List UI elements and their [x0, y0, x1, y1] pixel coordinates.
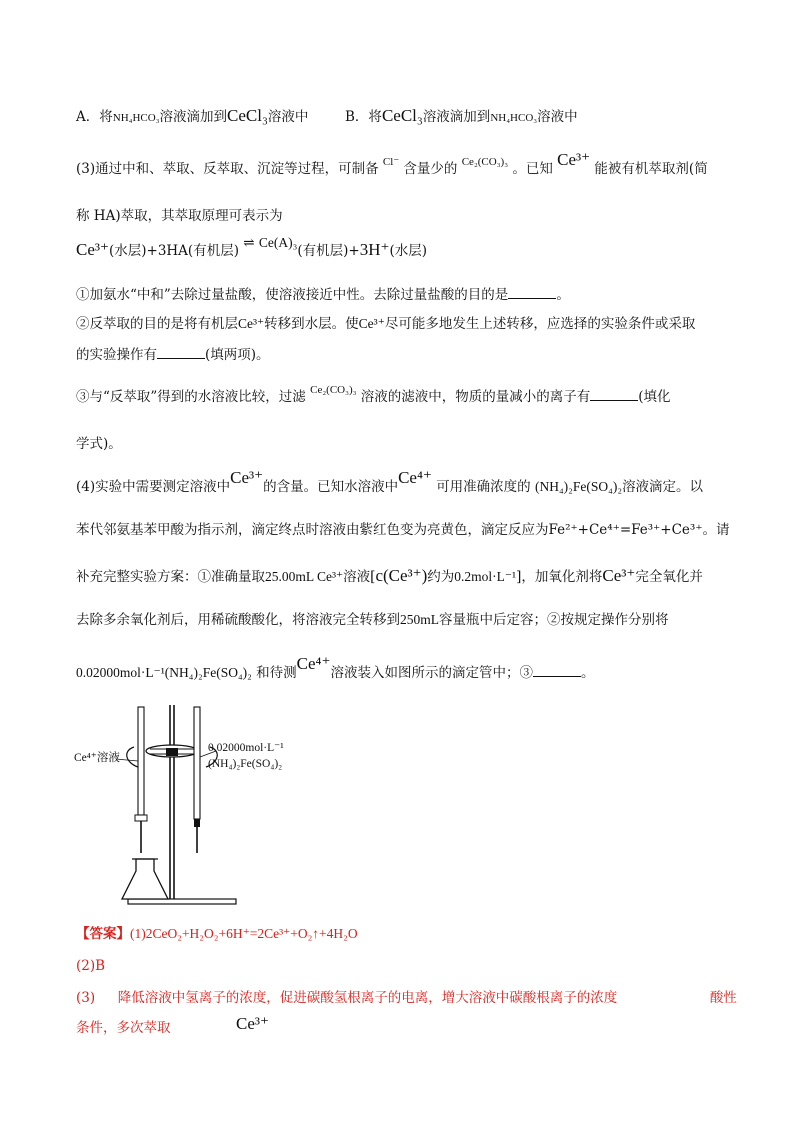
q3-sub2 [76, 314, 695, 334]
right-burette [194, 707, 200, 819]
extraction-equation [76, 235, 427, 261]
q4-ce3: Ce³⁺ [230, 468, 264, 487]
q4-text: ]，加氧化剂将 [516, 569, 603, 585]
q4-text: 约为 [427, 569, 455, 585]
q4-text: 。 [580, 665, 595, 681]
q4-line3 [76, 566, 703, 587]
sub3-text: (填化 [638, 389, 671, 405]
options-line [76, 106, 578, 128]
answer-2: (2)B [76, 958, 106, 974]
q3-sub1 [76, 284, 570, 305]
q4-text: 溶液滴定。以 [622, 479, 704, 495]
answer-3-number: (3) [76, 990, 96, 1006]
option-a-prefix: A．将 [76, 109, 113, 125]
answer-blank[interactable] [590, 386, 638, 401]
q4-concentration: 0.2mol·L⁻¹ [454, 569, 517, 584]
eq-hydrogen: 3H⁺ [359, 240, 390, 259]
q4-text: 溶液[ [343, 569, 376, 585]
q4-salt: (NH₄)₂Fe(SO₄)₂ [164, 665, 252, 680]
sub2-text: 尽可能多地发生上述转移，应选择的实验条件或采取 [384, 316, 696, 332]
sub2-text: ②反萃取的目的是将有机层 [76, 316, 238, 332]
figure-right-label-line2: (NH₄)₂Fe(SO₄)₂ [208, 758, 283, 770]
q4-ce4: Ce⁴⁺ [398, 468, 432, 487]
option-a-mid: 溶液滴加到 [159, 109, 228, 125]
sub3-text: ③与“反萃取”得到的水溶液比较，过滤 [76, 389, 306, 405]
clamp-screw [166, 748, 178, 756]
sub2-text: 转移到水层。使 [264, 316, 359, 332]
sub2-text: (填两项)。 [205, 347, 270, 363]
sub2-text: 的实验操作有 [76, 347, 157, 363]
sub1-end: 。 [556, 287, 570, 303]
answer-1: (1)2CeO₂+H₂O₂+6H⁺=2Ce³⁺+O₂↑+4H₂O [130, 926, 358, 941]
sub3-text: 溶液的滤液中，物质的量减小的离子有 [360, 389, 591, 405]
q4-line1 [76, 468, 704, 497]
q4-flask-volume: 250mL [400, 612, 439, 627]
eq-product: Ce(A)₃ [258, 235, 298, 250]
q4-line2: 苯代邻氨基苯甲酸为指示剂，滴定终点时溶液由紫红色变为亮黄色，滴定反应为Fe²⁺+Ce⁴⁺=Fe³⁺+Ce³⁺。请 [76, 522, 730, 538]
answer-blank[interactable] [533, 662, 581, 677]
answer-blank[interactable] [508, 284, 556, 299]
eq-text: (水层)+3HA(有机层) [108, 243, 239, 259]
q4-conc-symbol: c(Ce³⁺) [375, 566, 428, 585]
option-a-suffix: 溶液中 [267, 109, 309, 125]
q3-text: 。已知 [512, 161, 553, 177]
q4-line5 [76, 654, 595, 683]
option-b-reagent1: CeCl₃ [381, 106, 423, 125]
q4-ce4: Ce⁴⁺ [296, 654, 331, 673]
answer-3-text: 降低溶液中氢离子的浓度，促进碳酸氢根离子的电离，增大溶液中碳酸根离子的浓度 [117, 990, 618, 1006]
q3-text: (3)通过中和、萃取、反萃取、沉淀等过程，可制备 [76, 161, 379, 177]
q4-line4 [76, 610, 669, 630]
q4-text: 溶液装入如图所示的滴定管中；③ [330, 665, 533, 681]
q4-text: 的含量。已知水溶液中 [263, 479, 399, 495]
option-a-reagent2: CeCl₃ [227, 106, 268, 125]
answer-3-line1 [76, 988, 737, 1008]
q4-volume: 25.00mL Ce³⁺ [265, 569, 344, 584]
option-b-suffix: 溶液中 [537, 109, 578, 125]
q4-text: 去除多余氧化剂后，用稀硫酸酸化，将溶液完全转移到 [76, 612, 400, 628]
answer-line1 [76, 924, 358, 944]
q4-titrant-conc: 0.02000mol·L⁻¹ [76, 665, 165, 680]
answer-3-line2 [76, 1018, 171, 1038]
sub3-chem: Ce₂(CO₃)₃ [310, 384, 357, 396]
option-b-mid: 溶液滴加到 [422, 109, 491, 125]
figure-right-label [208, 740, 284, 772]
q4-text: 完全氧化并 [635, 569, 703, 585]
eq-text: (有机层)+ [297, 243, 360, 259]
eq-text: (水层) [389, 243, 427, 259]
answer-blank[interactable] [157, 344, 205, 359]
sub2-ce: Ce³⁺ [358, 316, 385, 331]
q4-text: 容量瓶中后定容；②按规定操作分别将 [439, 612, 669, 628]
q4-text: 和待测 [256, 665, 297, 681]
q3-line2: 称 HA)萃取，其萃取原理可表示为 [76, 208, 283, 224]
q4-text: 补充完整实验方案：①准确量取 [76, 569, 265, 585]
q3-sub2-cont [76, 344, 270, 365]
q4-text: 可用准确浓度的 [436, 479, 531, 495]
left-stopcock[interactable] [135, 815, 147, 821]
left-burette [138, 707, 144, 815]
conical-flask [122, 859, 168, 899]
option-b-reagent2: NH₄HCO₃ [490, 112, 538, 124]
option-a-reagent1: NH₄HCO₃ [112, 112, 160, 124]
titration-apparatus-figure [76, 703, 296, 908]
q4-salt: (NH₄)₂Fe(SO₄)₂ [534, 479, 623, 494]
q3-line1 [76, 150, 708, 180]
eq-ce3: Ce³⁺ [76, 240, 109, 259]
cerium-ion: Ce³⁺ [557, 150, 591, 169]
q3-sub3 [76, 386, 671, 408]
cerium-carbonate: Ce₂(CO₃)₃ [461, 156, 509, 168]
figure-left-label: Ce⁴⁺溶液 [74, 752, 120, 764]
answer-3-acid: 酸性 [709, 990, 737, 1006]
sub1-text: ①加氨水“中和”去除过量盐酸，使溶液接近中性。去除过量盐酸的目的是 [76, 287, 509, 303]
q3-text: 能被有机萃取剂(简 [594, 161, 708, 177]
sub2-ce: Ce³⁺ [238, 316, 265, 331]
option-b-prefix: B．将 [345, 109, 382, 125]
stand-base [128, 899, 236, 904]
figure-right-label-line1: 0.02000mol·L⁻¹ [208, 742, 284, 754]
equilibrium-arrow-icon: ⇌ [243, 235, 255, 250]
right-rubber-tube[interactable] [194, 819, 200, 827]
q3-text: 含量少的 [403, 161, 458, 177]
answer-3-text2: 条件，多次萃取 [76, 1020, 171, 1036]
answer-3-ion: Ce³⁺ [236, 1014, 269, 1033]
q4-ce3: Ce³⁺ [602, 566, 636, 585]
answer-tag: 【答案】 [76, 926, 130, 942]
chloride-ion: Cl⁻ [382, 156, 400, 168]
q4-text: (4)实验中需要测定溶液中 [76, 479, 231, 495]
q3-sub3-cont: 学式)。 [76, 436, 122, 452]
